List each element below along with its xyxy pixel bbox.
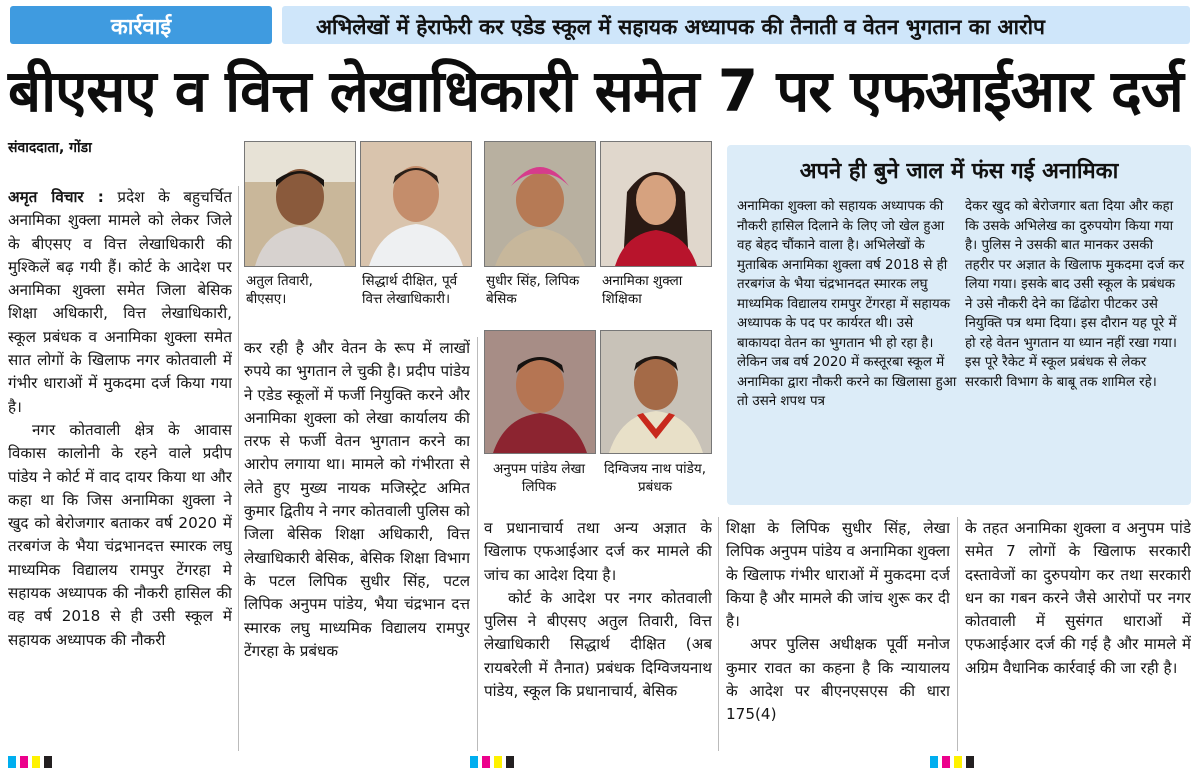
photo-sudhir-singh [484, 141, 596, 267]
column-divider [718, 517, 719, 751]
sidebar-column-1: अनामिका शुक्ला को सहायक अध्यापक की नौकरी हासिल दिलाने के लिए जो खेल हुआ वह बेहद चौंकाने वाला है। अभिलेखों के मुताबिक अनामिका शुक्ला वर्ष 2018 से ही तरबगंज के भैया चंद्रभानदत स्मारक लघु माध्यमिक विद्यालय रामपुर टेंगरहा में सहायक अध्यापक के पद पर कार्यरत थी। उसे बाकायदा वेतन का भुगतान भी हो रहा है। लेकिन जब वर्ष 2020 में कस्तूरबा स्कूल में अनामिका द्वारा नौकरी करने का खिलासा हुआ तो उसने शपथ पत्र [737, 199, 957, 409]
print-marks-left [8, 756, 68, 768]
article-column-4 [726, 517, 950, 751]
person-photo-icon [485, 142, 595, 266]
print-marks-right [930, 756, 990, 768]
person-photo-icon [601, 331, 711, 453]
article-column-3 [484, 517, 712, 751]
photo-siddharth-dixit [360, 141, 472, 267]
photo-anamika-shukla [600, 141, 712, 267]
kicker-bar [282, 6, 1190, 44]
article-text: कर रही है और वेतन के रूप में लाखों रुपये का भुगतान ले चुकी है। प्रदीप पांडेय ने एडेड स्कूलों में फर्जी नियुक्ति करने और अनामिका शुक्ला को लेखा कार्यालय की तरफ से फर्जी वेतन भुगतान करने का आरोप लगाया था। मामले को गंभीरता से लेते हुए मुख्य नायक मजिस्ट्रेट अमित कुमार द्वितीय ने नगर कोतवाली पुलिस को जिला बेसिक शिक्षा अधिकारी, वित्त लेखाधिकारी बेसिक, बेसिक शिक्षा विभाग के पटल लिपिक सुधीर सिंह, पटल लिपिक अनुपम पांडेय, भैया चंद्रभान दत्त स्मारक लघु माध्यमिक विद्यालय रामपुर टेंगरहा के प्रबंधक [244, 339, 470, 660]
caption-anupam-pandey: अनुपम पांडेय लेखा लिपिक [492, 461, 586, 495]
caption-siddharth-dixit: सिद्धार्थ दीक्षित, पूर्व वित्त लेखाधिकारी। [362, 273, 458, 307]
print-mark [942, 756, 950, 768]
print-mark [470, 756, 478, 768]
person-photo-icon [485, 331, 595, 453]
photo-digvijay-nath-pandey [600, 330, 712, 454]
photo-atul-tiwari [244, 141, 356, 267]
print-mark [20, 756, 28, 768]
print-mark [494, 756, 502, 768]
article-paragraph: शिक्षा के लिपिक सुधीर सिंह, लेखा लिपिक अनुपम पांडेय व अनामिका शुक्ला के खिलाफ गंभीर धाराओं में मुकदमा दर्ज किया है और मामले की जांच शुरू कर दी है। [726, 519, 950, 631]
caption-anamika-shukla: अनामिका शुक्ला शिक्षिका [602, 273, 683, 307]
article-paragraph-2 [8, 419, 232, 652]
print-mark [954, 756, 962, 768]
sidebar-title: अपने ही बुने जाल में फंस गई अनामिका [799, 159, 1119, 184]
kicker-text: अभिलेखों में हेराफेरी कर एडेड स्कूल में सहायक अध्यापक की तैनाती व वेतन भुगतान का आरोप [316, 15, 1045, 39]
print-mark [966, 756, 974, 768]
section-tag-label: कार्रवाई [110, 15, 172, 40]
sidebar-column-2: देकर खुद को बेरोजगार बता दिया और कहा कि उसके अभिलेख का दुरुपयोग किया गया है। पुलिस ने उसकी बात मानकर उसकी तहरीर पर अज्ञात के खिलाफ मुकदमा दर्ज कर लिया गया। इसके बाद उसी स्कूल के प्रबंधक ने उसे नौकरी देने का ढिंढोरा पीटकर उसे नियुक्ति पत्र थमा दिया। इस दौरान यह पूरे में हो रहे वेतन भुगतान या ध्यान नहीं रखा गया। इस पूरे रैकेट में स्कूल प्रबंधक से लेकर सरकारी विभाग के बाबू तक शामिल रहे। [965, 199, 1185, 390]
print-mark [44, 756, 52, 768]
article-text: प्रदेश के बहुचर्चित अनामिका शुक्ला मामले को लेकर जिले के बीएसए व वित्त लेखाधिकारी की मुश्किलें बढ़ गयी हैं। कोर्ट के आदेश पर अनामिका शुक्ला समेत जिला बेसिक शिक्षा अधिकारी, वित्त लेखाधिकारी, स्कूल प्रबंधक व अनामिका शुक्ला समेत सात लोगों के खिलाफ नगर कोतवाली में गंभीर धाराओं में मुकदमा दर्ज किया गया है। [8, 188, 232, 416]
section-tag [10, 6, 272, 44]
column-divider [957, 517, 958, 751]
caption-digvijay-nath-pandey: दिग्विजय नाथ पांडेय, प्रबंधक [603, 461, 706, 495]
article-text: नगर कोतवाली क्षेत्र के आवास विकास कालोनी के रहने वाले प्रदीप पांडेय ने कोर्ट में वाद दायर किया था और कहा था कि जिस अनामिका शुक्ला ने खुद को बेरोजगार बताकर वर्ष 2020 में तरबगंज के भैया चंद्रभानदत्त स्मारक लघु माध्यमिक विद्यालय रामपुर टेंगरहा मे सहायक अध्यापक की नौकरी हासिल की वह वर्ष 2018 से ही उसी स्कूल में सहायक अध्यापक की नौकरी [8, 420, 232, 649]
headline: बीएसए व वित्त लेखाधिकारी समेत 7 पर एफआईआर दर्ज [8, 57, 1183, 125]
article-column-5 [965, 517, 1191, 751]
print-mark [930, 756, 938, 768]
article-column-2 [244, 337, 470, 751]
person-photo-icon [245, 142, 355, 266]
column-divider [238, 186, 239, 751]
print-mark [32, 756, 40, 768]
print-marks-center [470, 756, 530, 768]
header-bar [0, 0, 1200, 50]
print-mark [482, 756, 490, 768]
person-photo-icon [361, 142, 471, 266]
sidebar-box [727, 145, 1191, 505]
print-mark [8, 756, 16, 768]
column-divider [477, 337, 478, 751]
article-paragraph: कोर्ट के आदेश पर नगर कोतवाली पुलिस ने बीएसए अतुल तिवारी, वित्त लेखाधिकारी सिद्धार्थ दीक्षित (अब रायबरेली में तैनात) प्रबंधक दिग्विजयनाथ पांडेय, स्कूल कि प्रधानाचार्य, बेसिक [484, 588, 712, 701]
article-paragraph-1 [8, 186, 232, 419]
article-paragraph: व प्रधानाचार्य तथा अन्य अज्ञात के खिलाफ एफआईआर दर्ज कर मामले की जांच का आदेश दिया है। [484, 519, 712, 584]
caption-atul-tiwari: अतुल तिवारी, बीएसए। [246, 273, 313, 307]
byline: संवाददाता, गोंडा [8, 140, 92, 156]
article-text: के तहत अनामिका शुक्ला व अनुपम पांडे समेत 7 लोगों के खिलाफ सरकारी दस्तावेजों का दुरुपयोग कर तथा सरकारी धन का गबन करने जैसे आरोपों पर नगर कोतवाली में सुसंगत धाराओं में एफआईआर दर्ज की गई है और मामले में अग्रिम वैधानिक कार्रवाई की जा रही है। [965, 519, 1191, 677]
lead-label: अमृत विचार : [8, 188, 104, 206]
article-paragraph: अपर पुलिस अधीक्षक पूर्वी मनोज कुमार रावत का कहना है कि न्यायालय के आदेश पर बीएनएसएस की धारा 175(4) [726, 635, 950, 724]
person-photo-icon [601, 142, 711, 266]
print-mark [506, 756, 514, 768]
article-column-1 [8, 186, 232, 751]
photo-anupam-pandey [484, 330, 596, 454]
caption-sudhir-singh: सुधीर सिंह, लिपिक बेसिक [486, 273, 580, 307]
